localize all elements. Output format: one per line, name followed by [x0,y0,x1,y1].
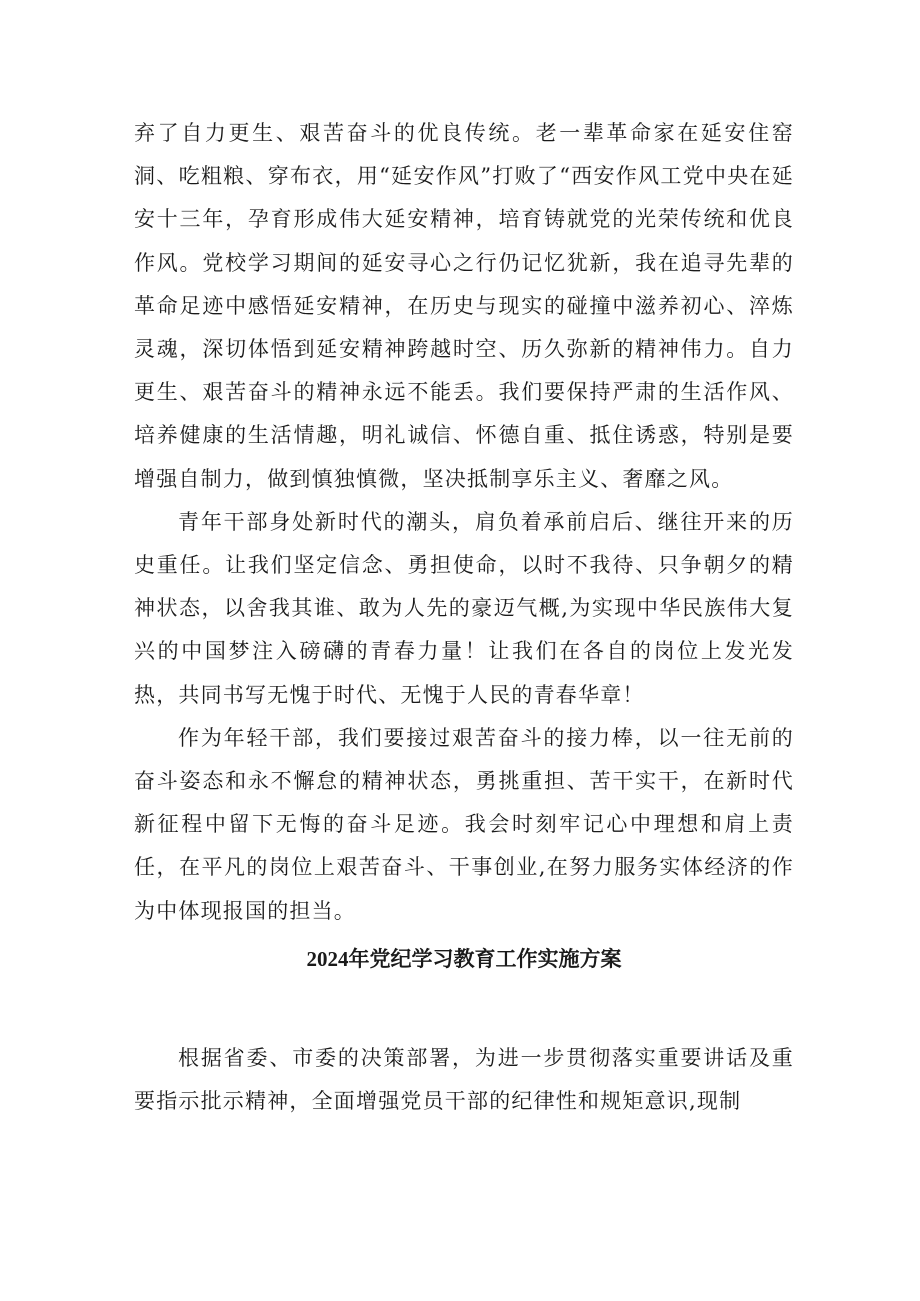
document-page [134,112,794,1123]
body-paragraph-3: 作为年轻干部，我们要接过艰苦奋斗的接力棒，以一往无前的奋斗姿态和永不懈怠的精神状态，勇挑重担、苦干实干，在新时代新征程中留下无悔的奋斗足迹。我会时刻牢记心中理想和肩上责任，在平凡的岗位上艰苦奋斗、干事创业,在努力服务实体经济的作为中体现报国的担当。 [134,725,794,923]
body-paragraph-1: 弃了自力更生、艰苦奋斗的优良传统。老一辈革命家在延安住窑洞、吃粗粮、穿布衣，用“延安作风”打败了“西安作风工党中央在延安十三年，孕育形成伟大延安精神，培育铸就党的光荣传统和优良作风。党校学习期间的延安寻心之行仍记忆犹新，我在追寻先辈的革命足迹中感悟延安精神，在历史与现实的碰撞中滋养初心、淬炼灵魂，深切体悟到延安精神跨越时空、历久弥新的精神伟力。自力更生、艰苦奋斗的精神永远不能丢。我们要保持严肃的生活作风、培养健康的生活情趣，明礼诚信、怀德自重、抵住诱惑，特别是要增强自制力，做到慎独慎微，坚决抵制享乐主义、奢靡之风。 [134,121,794,491]
body-paragraph-2: 青年干部身处新时代的潮头，肩负着承前启后、继往开来的历史重任。让我们坚定信念、勇担使命，以时不我待、只争朝夕的精神状态，以舍我其谁、敢为人先的豪迈气概,为实现中华民族伟大复兴的中国梦注入磅礴的青春力量！让我们在各自的岗位上发光发热，共同书写无愧于时代、无愧于人民的青春华章！ [134,509,794,707]
section-title: 2024年党纪学习教育工作实施方案 [306,946,622,971]
title-spacer [134,979,794,1037]
body-paragraph-4: 根据省委、市委的决策部署，为进一步贯彻落实重要讲话及重要指示批示精神，全面增强党员干部的纪律性和规矩意识,现制 [134,1045,794,1114]
